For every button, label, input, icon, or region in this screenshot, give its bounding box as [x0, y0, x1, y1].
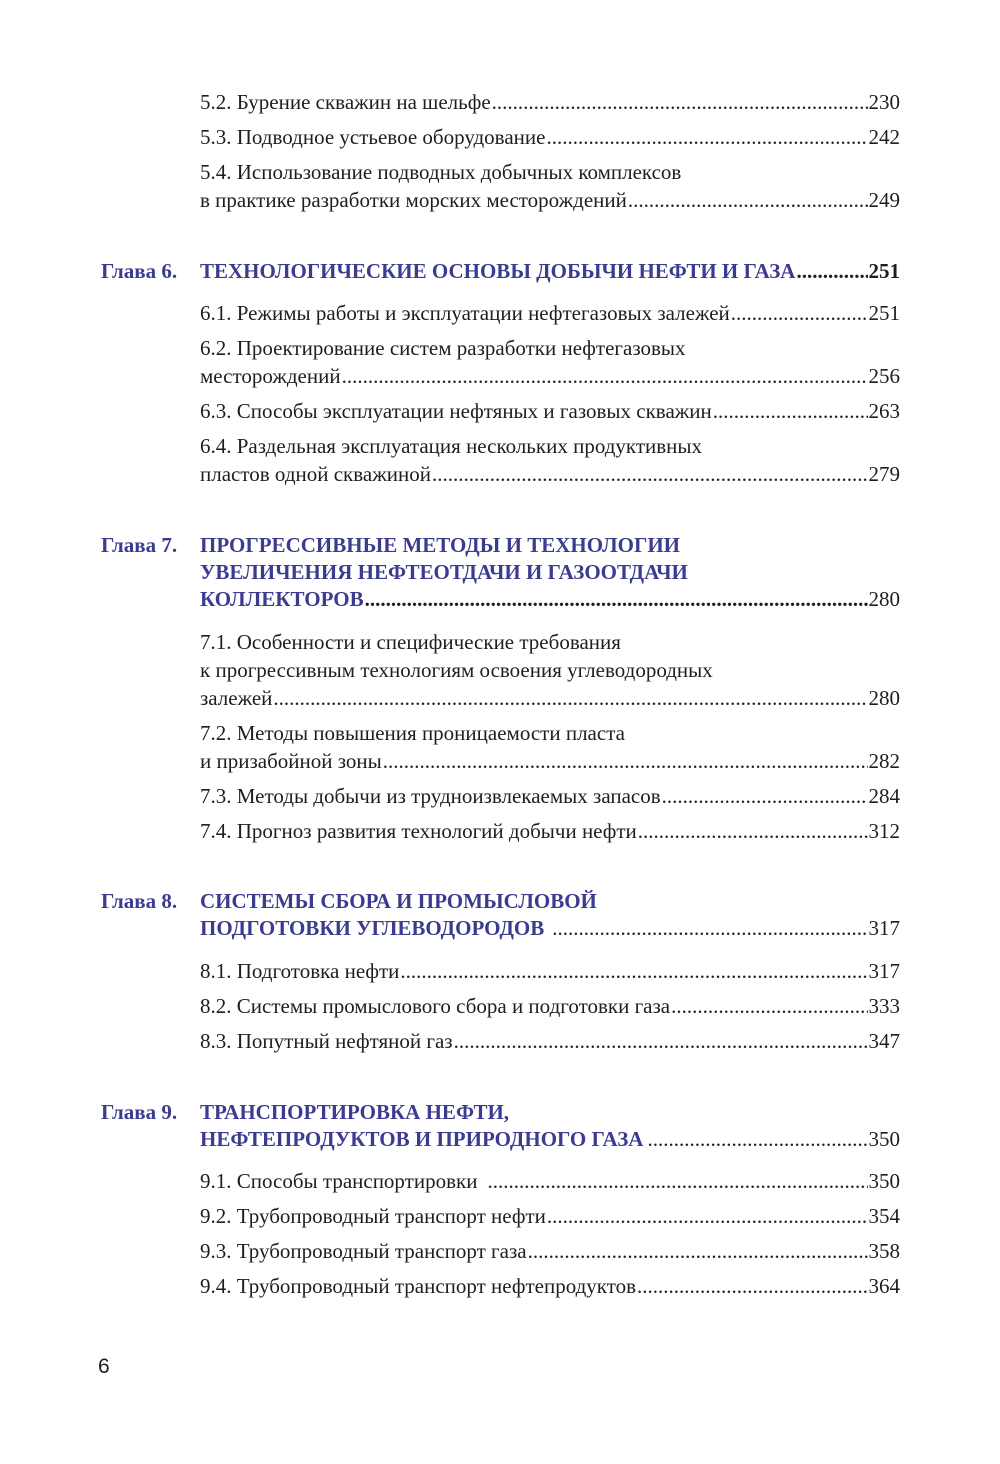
chapter-heading-7-line2[interactable] [200, 557, 900, 587]
chapter-heading-8[interactable] [200, 913, 900, 943]
toc-page-number: 312 [868, 819, 900, 843]
toc-entry-text: 9.3. Трубопроводный транспорт газа [200, 1239, 527, 1263]
toc-page-number: 354 [868, 1204, 900, 1228]
toc-entry-text: 9.1. Способы транспортировки [200, 1169, 478, 1193]
toc-page-number: 251 [868, 301, 900, 325]
leader-dots [796, 256, 867, 286]
toc-entry-6-1[interactable] [200, 298, 900, 328]
chapter-heading-7-line1[interactable] [200, 530, 900, 560]
toc-entry-text: 8.1. Подготовка нефти [200, 959, 400, 983]
leader-dots [662, 781, 868, 811]
toc-entry-6-4[interactable] [200, 459, 900, 489]
chapter-label-8: Глава 8. [101, 889, 178, 913]
leader-dots [400, 956, 867, 986]
toc-entry-6-3[interactable] [200, 396, 900, 426]
toc-entry-text: 7.2. Методы повышения проницаемости пласта [200, 721, 625, 745]
page-number: 6 [98, 1355, 110, 1378]
chapter-heading-9-line1[interactable] [200, 1097, 900, 1127]
toc-entry-text: 7.4. Прогноз развития технологий добычи нефти [200, 819, 637, 843]
toc-entry-9-3[interactable] [200, 1236, 900, 1266]
toc-entry-text: залежей [200, 686, 273, 710]
toc-entry-text: и призабойной зоны [200, 749, 382, 773]
chapter-title: СИСТЕМЫ СБОРА И ПРОМЫСЛОВОЙ [200, 889, 597, 913]
leader-dots [638, 816, 868, 846]
chapter-heading-7[interactable] [200, 584, 900, 614]
toc-page-number: 350 [868, 1127, 900, 1151]
toc-entry-6-2[interactable] [200, 361, 900, 391]
toc-entry-text: пластов одной скважиной [200, 462, 431, 486]
toc-page-number: 249 [868, 188, 900, 212]
leader-dots [546, 122, 867, 152]
leader-dots [547, 1201, 868, 1231]
chapter-heading-6[interactable] [200, 256, 900, 286]
leader-dots [552, 913, 867, 943]
chapter-title: ТРАНСПОРТИРОВКА НЕФТИ, [200, 1100, 510, 1124]
toc-entry-text: 5.4. Использование подводных добычных комплексов [200, 160, 682, 184]
toc-page-number: 364 [868, 1274, 900, 1298]
toc-page-number: 263 [868, 399, 900, 423]
chapter-title: ПОДГОТОВКИ УГЛЕВОДОРОДОВ [200, 916, 545, 940]
toc-entry-7-3[interactable] [200, 781, 900, 811]
chapter-title: ТЕХНОЛОГИЧЕСКИЕ ОСНОВЫ ДОБЫЧИ НЕФТИ И ГАЗА [200, 259, 796, 283]
leader-dots [671, 991, 867, 1021]
toc-entry-text: 6.4. Раздельная эксплуатация нескольких продуктивных [200, 434, 703, 458]
leader-dots [731, 298, 868, 328]
leader-dots [528, 1236, 868, 1266]
toc-page-number: 317 [868, 916, 900, 940]
toc-entry-7-1-line1[interactable] [200, 627, 900, 657]
toc-entry-text: 9.4. Трубопроводный транспорт нефтепродуктов [200, 1274, 637, 1298]
leader-dots [454, 1026, 868, 1056]
chapter-heading-9[interactable] [200, 1124, 900, 1154]
toc-page-number: 350 [868, 1169, 900, 1193]
chapter-title: УВЕЛИЧЕНИЯ НЕФТЕОТДАЧИ И ГАЗООТДАЧИ [200, 560, 688, 584]
leader-dots [432, 459, 868, 489]
leader-dots [273, 683, 867, 713]
toc-entry-text: к прогрессивным технологиям освоения углеводородных [200, 658, 713, 682]
toc-page-number: 280 [868, 686, 900, 710]
leader-dots [342, 361, 868, 391]
toc-entry-7-2[interactable] [200, 746, 900, 776]
toc-entry-text: 8.3. Попутный нефтяной газ [200, 1029, 453, 1053]
toc-page-number: 242 [868, 125, 900, 149]
toc-entry-7-1[interactable] [200, 683, 900, 713]
toc-entry-7-2-line1[interactable] [200, 718, 900, 748]
toc-entry-7-1-line2[interactable] [200, 655, 900, 685]
toc-entry-text: 5.3. Подводное устьевое оборудование [200, 125, 546, 149]
leader-dots [628, 185, 868, 215]
toc-entry-8-2[interactable] [200, 991, 900, 1021]
leader-dots [487, 1166, 867, 1196]
toc-entry-text: 6.2. Проектирование систем разработки нефтегазовых [200, 336, 686, 360]
toc-page-number: 230 [868, 90, 900, 114]
toc-entry-9-1[interactable] [200, 1166, 900, 1196]
toc-page-number: 279 [868, 462, 900, 486]
chapter-title: ПРОГРЕССИВНЫЕ МЕТОДЫ И ТЕХНОЛОГИИ [200, 533, 681, 557]
toc-page-number: 280 [868, 587, 900, 611]
leader-dots [713, 396, 868, 426]
toc-entry-9-4[interactable] [200, 1271, 900, 1301]
toc-page-number: 347 [868, 1029, 900, 1053]
leader-dots [383, 746, 868, 776]
toc-entry-text: 5.2. Бурение скважин на шельфе [200, 90, 491, 114]
toc-entry-5-4[interactable] [200, 185, 900, 215]
chapter-heading-8-line1[interactable] [200, 886, 900, 916]
toc-page-number: 256 [868, 364, 900, 388]
toc-entry-text: 6.1. Режимы работы и эксплуатации нефтегазовых залежей [200, 301, 730, 325]
toc-page-number: 333 [868, 994, 900, 1018]
toc-entry-8-3[interactable] [200, 1026, 900, 1056]
toc-entry-5-4-line1[interactable] [200, 157, 900, 187]
toc-entry-text: 6.3. Способы эксплуатации нефтяных и газовых скважин [200, 399, 712, 423]
toc-page-number: 284 [868, 784, 900, 808]
leader-dots [647, 1124, 867, 1154]
toc-entry-text: 8.2. Системы промыслового сбора и подготовки газа [200, 994, 671, 1018]
toc-entry-5-2[interactable] [200, 87, 900, 117]
toc-page-number: 317 [868, 959, 900, 983]
leader-dots [637, 1271, 867, 1301]
chapter-label-6: Глава 6. [101, 259, 178, 283]
chapter-title: НЕФТЕПРОДУКТОВ И ПРИРОДНОГО ГАЗА [200, 1127, 644, 1151]
toc-entry-9-2[interactable] [200, 1201, 900, 1231]
toc-entry-6-2-line1[interactable] [200, 333, 900, 363]
toc-page-number: 282 [868, 749, 900, 773]
chapter-label-7: Глава 7. [101, 533, 178, 557]
leader-dots [365, 584, 868, 614]
toc-entry-6-4-line1[interactable] [200, 431, 900, 461]
toc-page-number: 358 [868, 1239, 900, 1263]
chapter-title: КОЛЛЕКТОРОВ [200, 587, 364, 611]
toc-entry-text: месторождений [200, 364, 341, 388]
toc-entry-text: 9.2. Трубопроводный транспорт нефти [200, 1204, 546, 1228]
toc-entry-text: в практике разработки морских месторождений [200, 188, 627, 212]
chapter-label-9: Глава 9. [101, 1100, 178, 1124]
toc-entry-8-1[interactable] [200, 956, 900, 986]
toc-entry-text: 7.1. Особенности и специфические требования [200, 630, 621, 654]
toc-entry-5-3[interactable] [200, 122, 900, 152]
toc-page-number: 251 [868, 259, 900, 283]
leader-dots [492, 87, 868, 117]
toc-entry-7-4[interactable] [200, 816, 900, 846]
toc-entry-text: 7.3. Методы добычи из трудноизвлекаемых запасов [200, 784, 661, 808]
